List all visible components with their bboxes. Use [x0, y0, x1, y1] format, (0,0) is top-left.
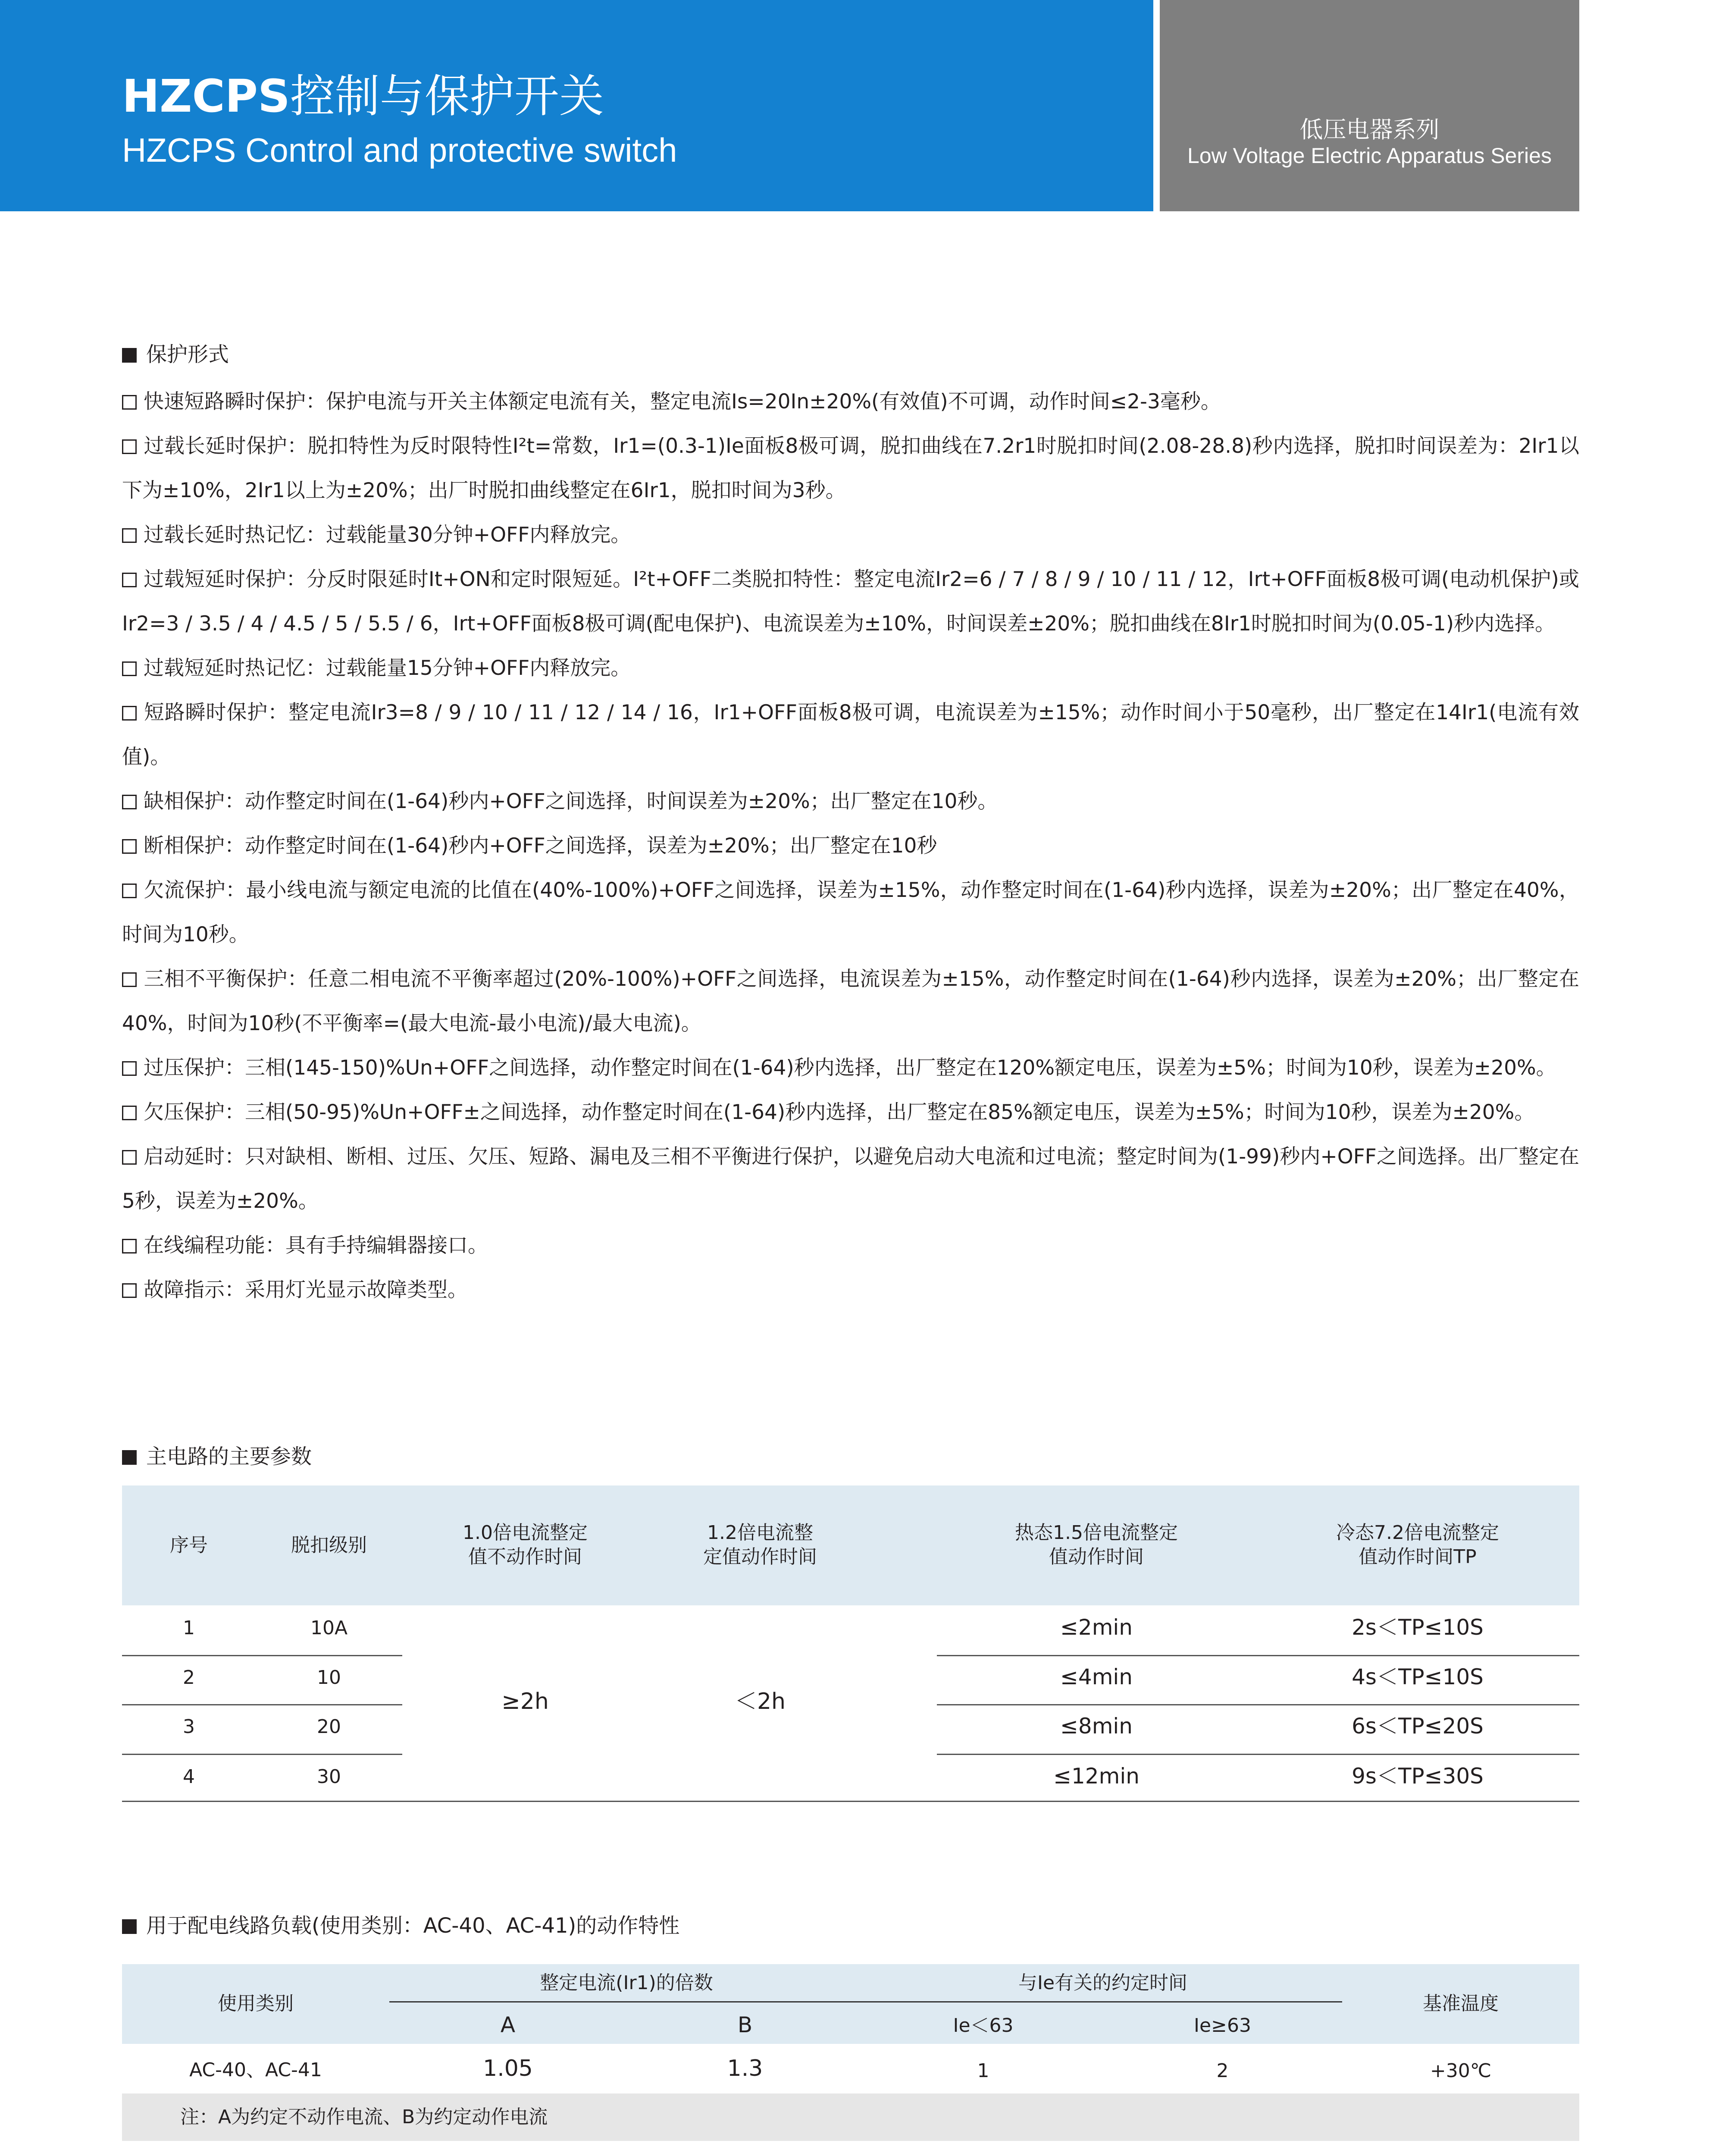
cell-cold: 9s＜TP≤30S: [1352, 1764, 1484, 1789]
checkbox-bullet-icon: [122, 884, 137, 898]
header-ge63: Ie≥63: [1194, 2015, 1251, 2037]
cell-no: 3: [183, 1716, 195, 1738]
header-cell: 序号: [170, 1534, 208, 1556]
checkbox-bullet-icon: [122, 661, 137, 676]
title-bold: HZCPS: [122, 70, 290, 122]
cell-level: 20: [317, 1716, 341, 1738]
header-a: A: [500, 2012, 516, 2037]
list-item: 启动延时：只对缺相、断相、过压、欠压、短路、漏电及三相不平衡进行保护，以避免启动大电流和过电流；整定时间为(1-99)秒内+OFF之间选择。出厂整定在5秒，误差为±20%。: [122, 1145, 1579, 1213]
cell-merged-10: ≥2h: [501, 1689, 549, 1714]
checkbox-bullet-icon: [122, 528, 137, 543]
row-divider: [937, 1754, 1579, 1755]
square-bullet-icon: [122, 1919, 137, 1934]
cell-cold: 2s＜TP≤10S: [1352, 1615, 1484, 1640]
list-item: 过载短延时保护：分反时限延时It+ON和定时限短延。I²t+OFF二类脱扣特性：整定电流Ir2=6 / 7 / 8 / 9 / 10 / 11 / 12，Irt+OFF面板8极可调(电动机保护)或Ir2=3 / 3.5 / 4 / 4.5 / 5 / 5.5 / 6，Irt+OFF面板8极可调(配电保护)、电流误差为±10%，时间误差±20%；脱扣曲线在8Ir1时脱扣时间为(0.05-1)秒内选择。: [122, 567, 1579, 636]
header-cell: 1.0倍电流整定 值不动作时间: [463, 1522, 588, 1568]
checkbox-bullet-icon: [122, 1061, 137, 1076]
page-subtitle: HZCPS Control and protective switch: [122, 131, 677, 169]
checkbox-bullet-icon: [122, 439, 137, 454]
header-temp: 基准温度: [1423, 1993, 1499, 2015]
cell-cold: 4s＜TP≤10S: [1352, 1664, 1484, 1689]
header-time: 与Ie有关的约定时间: [1018, 1972, 1188, 1994]
header-divider: [389, 2001, 1342, 2002]
cell-no: 4: [183, 1766, 195, 1788]
row-divider: [937, 1655, 1579, 1656]
header-cell: 热态1.5倍电流整定 值动作时间: [1015, 1522, 1178, 1568]
cell-hot: ≤4min: [1060, 1664, 1133, 1689]
header-cell: 1.2倍电流整 定值动作时间: [703, 1522, 817, 1568]
list-item: 故障指示：采用灯光显示故障类型。: [122, 1268, 1579, 1312]
list-item: 过载长延时热记忆：过载能量30分钟+OFF内释放完。: [122, 513, 1579, 557]
list-item: 过载短延时热记忆：过载能量15分钟+OFF内释放完。: [122, 646, 1579, 690]
checkbox-bullet-icon: [122, 795, 137, 809]
checkbox-bullet-icon: [122, 972, 137, 987]
ac-heading: 用于配电线路负载(使用类别：AC-40、AC-41)的动作特性: [122, 1913, 679, 1939]
cell-no: 2: [183, 1667, 195, 1689]
list-item: 欠流保护：最小线电流与额定电流的比值在(40%-100%)+OFF之间选择，误差为±15%，动作整定时间在(1-64)秒内选择，误差为±20%；出厂整定在40%，时间为10秒。: [122, 878, 1579, 946]
checkbox-bullet-icon: [122, 1106, 137, 1120]
cell-ge63: 2: [1216, 2060, 1229, 2082]
cell-lt63: 1: [977, 2060, 989, 2082]
list-item: 三相不平衡保护：任意二相电流不平衡率超过(20%-100%)+OFF之间选择，电流误差为±15%，动作整定时间在(1-64)秒内选择，误差为±20%；出厂整定在40%，时间为10秒(不平衡率=(最大电流-最小电流)/最大电流)。: [122, 967, 1579, 1035]
row-divider: [122, 1754, 402, 1755]
table-bottom-rule: [122, 1801, 1579, 1802]
main-params-heading: 主电路的主要参数: [122, 1444, 312, 1470]
list-item: 欠压保护：三相(50-95)%Un+OFF±之间选择，动作整定时间在(1-64)秒内选择，出厂整定在85%额定电压，误差为±5%；时间为10秒，误差为±20%。: [122, 1090, 1579, 1134]
list-item: 在线编程功能：具有手持编辑器接口。: [122, 1223, 1579, 1268]
list-item: 过压保护：三相(145-150)%Un+OFF之间选择，动作整定时间在(1-64)秒内选择，出厂整定在120%额定电压，误差为±5%；时间为10秒，误差为±20%。: [122, 1046, 1579, 1090]
header-b: B: [737, 2012, 753, 2037]
cell-merged-12: ＜2h: [734, 1689, 786, 1714]
row-divider: [937, 1704, 1579, 1705]
cell-hot: ≤12min: [1053, 1764, 1140, 1789]
series-banner: [1160, 0, 1579, 211]
list-item: 过载长延时保护：脱扣特性为反时限特性I²t=常数，Ir1=(0.3-1)Ie面板8极可调，脱扣曲线在7.2r1时脱扣时间(2.08-28.8)秒内选择，脱扣时间误差为：2Ir1以下为±10%，2Ir1以上为±20%；出厂时脱扣曲线整定在6Ir1，脱扣时间为3秒。: [122, 434, 1579, 502]
page-title: [122, 68, 604, 124]
cell-level: 10A: [310, 1617, 348, 1639]
cell-temp: +30℃: [1430, 2060, 1492, 2082]
row-divider: [122, 1704, 402, 1705]
cell-hot: ≤8min: [1060, 1714, 1133, 1739]
protection-heading: 保护形式: [122, 342, 229, 367]
list-item: 快速短路瞬时保护：保护电流与开关主体额定电流有关，整定电流Is=20In±20%(有效值)不可调，动作时间≤2-3毫秒。: [122, 379, 1579, 424]
header-cell: 脱扣级别: [291, 1534, 367, 1556]
cell-a: 1.05: [483, 2056, 533, 2081]
header-category: 使用类别: [218, 1993, 294, 2015]
square-bullet-icon: [122, 1450, 137, 1465]
header-multiple: 整定电流(Ir1)的倍数: [540, 1972, 713, 1994]
cell-level: 10: [317, 1667, 341, 1689]
series-cn: 低压电器系列: [1299, 116, 1440, 143]
square-bullet-icon: [122, 348, 137, 363]
header-cell: 冷态7.2倍电流整定 值动作时间TP: [1336, 1522, 1499, 1568]
checkbox-bullet-icon: [122, 1283, 137, 1298]
checkbox-bullet-icon: [122, 839, 137, 854]
checkbox-bullet-icon: [122, 395, 137, 410]
cell-level: 30: [317, 1766, 341, 1788]
cell-hot: ≤2min: [1060, 1615, 1133, 1640]
cell-b: 1.3: [727, 2056, 763, 2081]
row-divider: [122, 1655, 402, 1656]
protection-list: [122, 379, 1579, 1312]
checkbox-bullet-icon: [122, 573, 137, 587]
list-item: 短路瞬时保护：整定电流Ir3=8 / 9 / 10 / 11 / 12 / 14 / 16，Ir1+OFF面板8极可调，电流误差为±15%；动作时间小于50毫秒，出厂整定在14Ir1(电流有效值)。: [122, 701, 1579, 769]
list-item: 缺相保护：动作整定时间在(1-64)秒内+OFF之间选择，时间误差为±20%；出厂整定在10秒。: [122, 779, 1579, 824]
checkbox-bullet-icon: [122, 706, 137, 721]
cell-cold: 6s＜TP≤20S: [1352, 1714, 1484, 1739]
series-en: Low Voltage Electric Apparatus Series: [1187, 144, 1552, 168]
cell-no: 1: [183, 1617, 195, 1639]
checkbox-bullet-icon: [122, 1239, 137, 1253]
title-cn: 控制与保护开关: [290, 70, 604, 122]
table-note: 注：A为约定不动作电流、B为约定动作电流: [180, 2106, 548, 2128]
cell-category: AC-40、AC-41: [189, 2059, 322, 2081]
checkbox-bullet-icon: [122, 1150, 137, 1165]
header-lt63: Ie＜63: [953, 2015, 1014, 2037]
list-item: 断相保护：动作整定时间在(1-64)秒内+OFF之间选择，误差为±20%；出厂整定在10秒: [122, 824, 1579, 868]
